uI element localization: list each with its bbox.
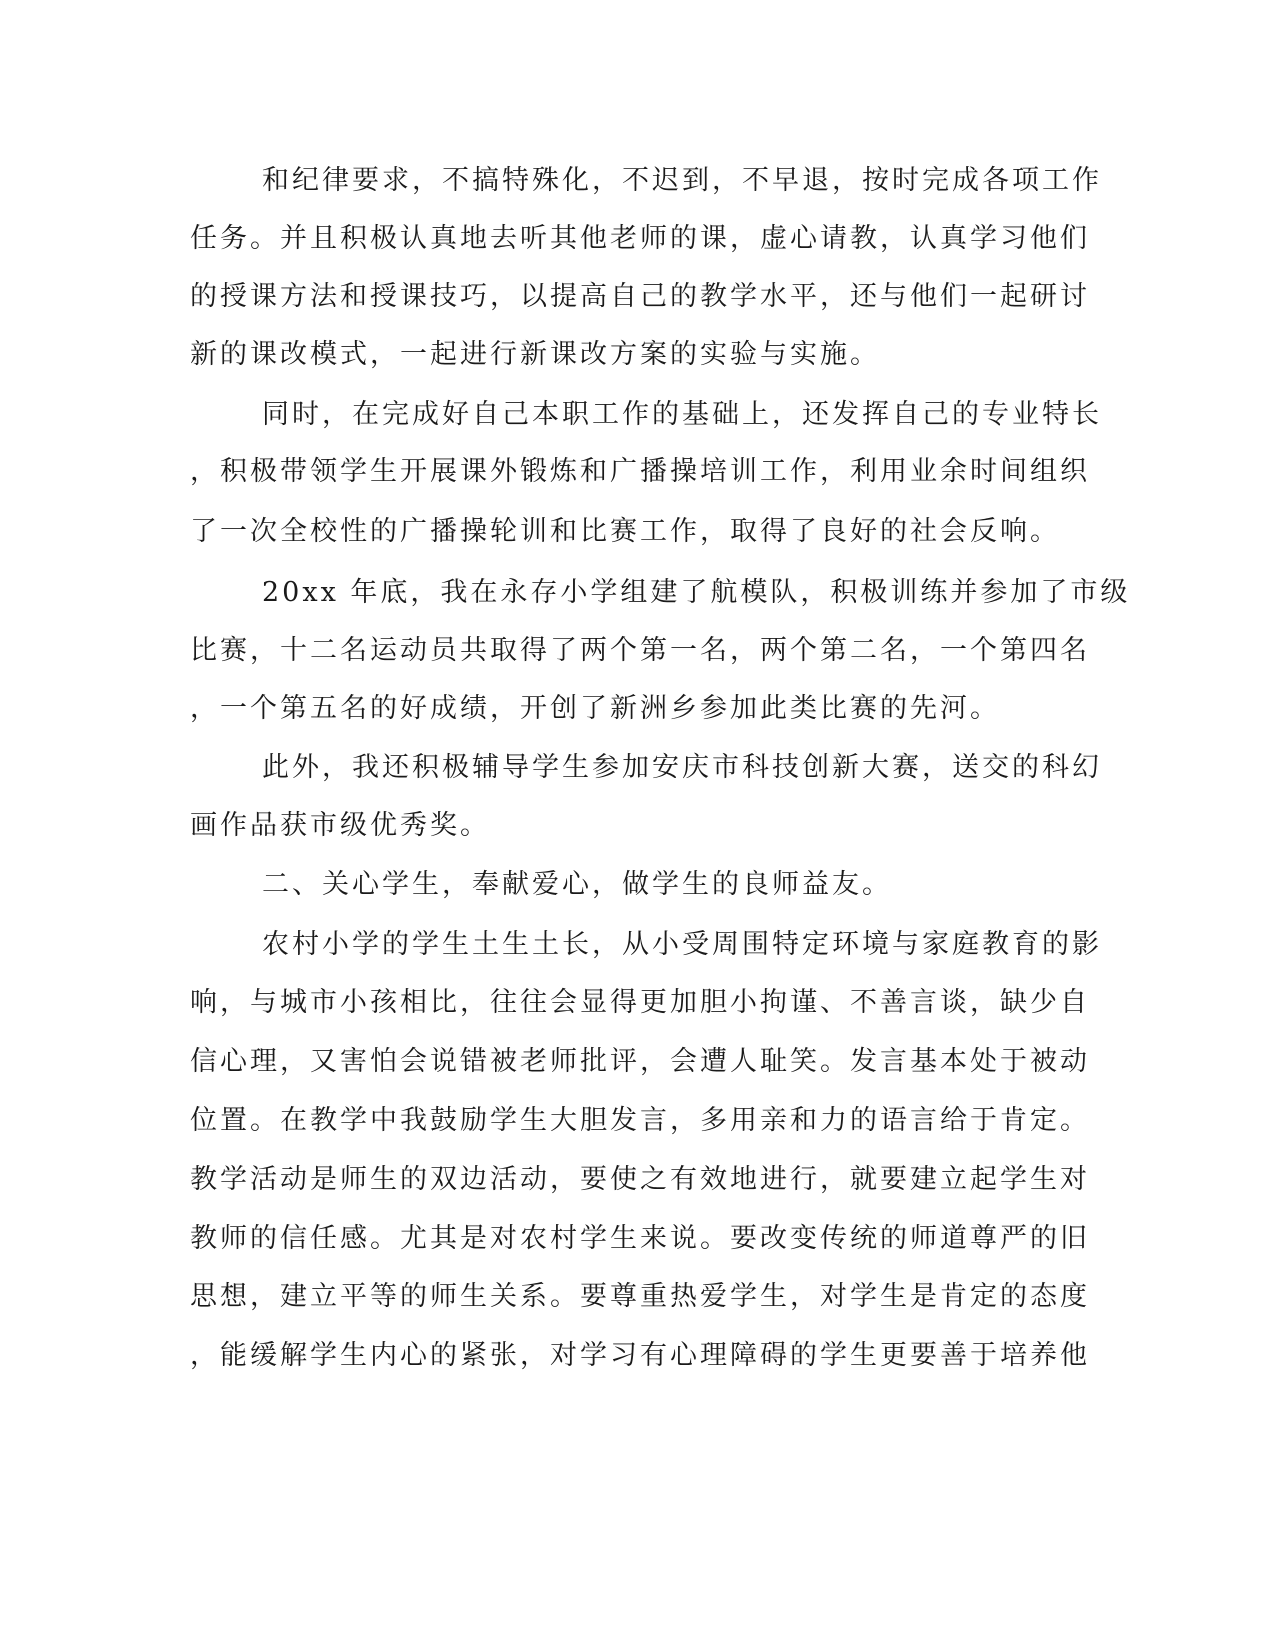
text-line: 教学活动是师生的双边活动，要使之有效地进行，就要建立起学生对: [190, 1164, 1090, 1195]
text-line: 的授课方法和授课技巧，以提高自己的教学水平，还与他们一起研讨: [190, 281, 1090, 312]
text-line: ，积极带领学生开展课外锻炼和广播操培训工作，利用业余时间组织: [190, 456, 1090, 487]
text-line: 同时，在完成好自己本职工作的基础上，还发挥自己的专业特长: [262, 399, 1102, 430]
text-line: 此外，我还积极辅导学生参加安庆市科技创新大赛，送交的科幻: [262, 752, 1102, 783]
text-line: 信心理，又害怕会说错被老师批评，会遭人耻笑。发言基本处于被动: [190, 1046, 1090, 1077]
text-line: 画作品获市级优秀奖。: [190, 810, 490, 841]
section-heading: 二、关心学生，奉献爱心，做学生的良师益友。: [262, 869, 892, 900]
text-line: ，能缓解学生内心的紧张，对学习有心理障碍的学生更要善于培养他: [190, 1340, 1090, 1371]
text-line: 思想，建立平等的师生关系。要尊重热爱学生，对学生是肯定的态度: [190, 1281, 1090, 1312]
text-line: 农村小学的学生土生土长，从小受周围特定环境与家庭教育的影: [262, 929, 1102, 960]
text-line: 比赛，十二名运动员共取得了两个第一名，两个第二名，一个第四名: [190, 635, 1090, 666]
text-line: 教师的信任感。尤其是对农村学生来说。要改变传统的师道尊严的旧: [190, 1223, 1090, 1254]
text-line: 新的课改模式，一起进行新课改方案的实验与实施。: [190, 339, 880, 370]
text-line: 响，与城市小孩相比，往往会显得更加胆小拘谨、不善言谈，缺少自: [190, 987, 1090, 1018]
text-line: 和纪律要求，不搞特殊化，不迟到，不早退，按时完成各项工作: [262, 165, 1102, 196]
text-line: ，一个第五名的好成绩，开创了新洲乡参加此类比赛的先河。: [190, 693, 1000, 724]
text-line: 任务。并且积极认真地去听其他老师的课，虚心请教，认真学习他们: [190, 223, 1090, 254]
text-line: 20xx 年底，我在永存小学组建了航模队，积极训练并参加了市级: [262, 577, 1131, 608]
text-line: 位置。在教学中我鼓励学生大胆发言，多用亲和力的语言给于肯定。: [190, 1105, 1090, 1136]
text-line: 了一次全校性的广播操轮训和比赛工作，取得了良好的社会反响。: [190, 516, 1060, 547]
